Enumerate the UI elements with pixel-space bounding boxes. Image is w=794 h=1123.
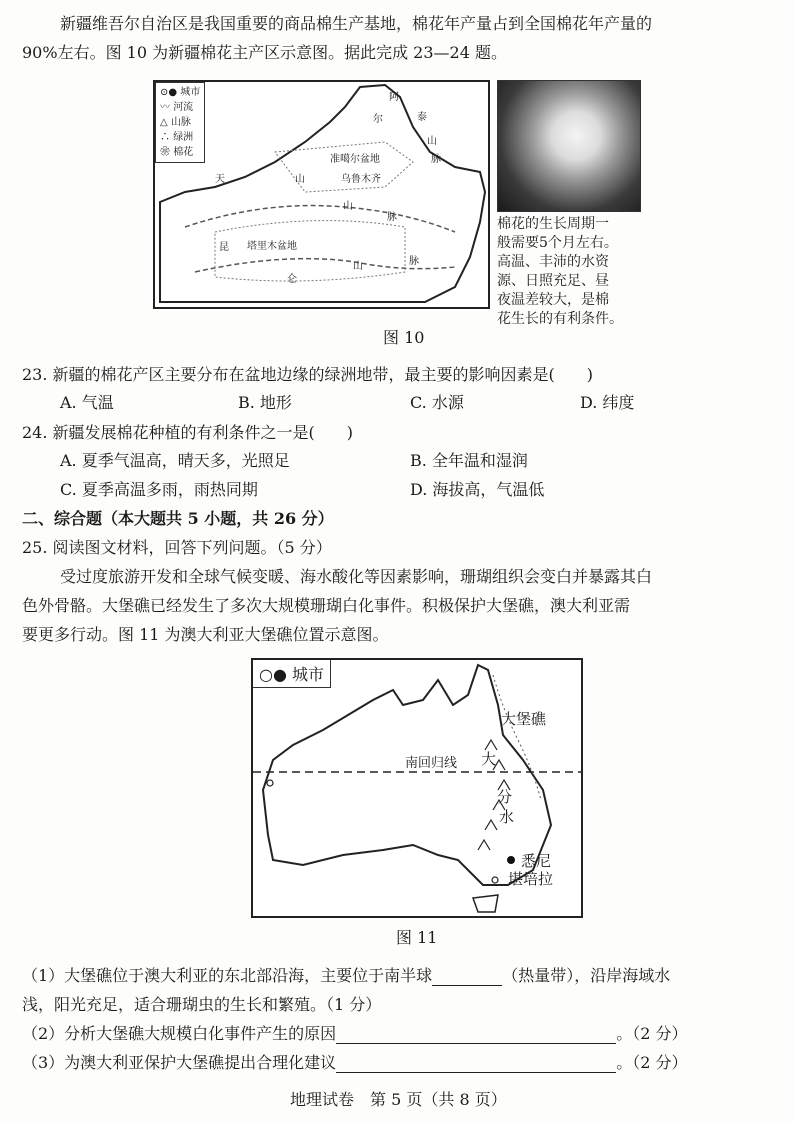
q25-para-line-1: 受过度旅游开发和全球气候变暖、海水酸化等因素影响，珊瑚组织会变白并暴露其白 xyxy=(60,567,653,586)
label-er: 尔 xyxy=(373,114,383,125)
sub-question-2: （2）分析大堡礁大规模白化事件产生的原因 。（2 分） xyxy=(22,1024,688,1043)
label-canberra: 堪培拉 xyxy=(508,870,554,888)
sub-question-1: （1）大堡礁位于澳大利亚的东北部沿海，主要位于南半球 （热量带），沿岸海域水 xyxy=(22,966,671,985)
mountain-icon: △ xyxy=(160,117,171,128)
answer-blank-1[interactable] xyxy=(432,969,502,986)
q24-stem: 24. 新疆发展棉花种植的有利条件之一是( ) xyxy=(22,423,354,442)
label-a: 阿 xyxy=(389,92,399,103)
legend-oasis: ∴ 绿洲 xyxy=(160,132,194,143)
label-kun: 昆 xyxy=(219,242,229,253)
intro-line-1: 新疆维吾尔自治区是我国重要的商品棉生产基地，棉花年产量占到全国棉花年产量的 xyxy=(60,14,653,33)
label-mai-3: 脉 xyxy=(409,256,419,267)
q23-option-b: B. 地形 xyxy=(238,393,292,412)
label-range-da: 大 xyxy=(481,750,497,768)
label-tarim-basin: 塔里木盆地 xyxy=(247,241,297,252)
q25-stem: 25. 阅读图文材料，回答下列问题。（5 分） xyxy=(22,538,332,557)
page-footer: 地理试卷 第 5 页（共 8 页） xyxy=(290,1090,507,1109)
q24-option-b: B. 全年温和湿润 xyxy=(410,451,528,470)
xinjiang-map xyxy=(153,80,490,309)
label-shan-1: 山 xyxy=(427,136,437,147)
q25-para-line-3: 要更多行动。图 11 为澳大利亚大堡礁位置示意图。 xyxy=(22,625,389,644)
label-mai-2: 脉 xyxy=(387,212,397,223)
legend-cotton: ❀ 棉花 xyxy=(160,147,194,158)
label-tian: 天 xyxy=(215,174,225,185)
label-range-fen: 分 xyxy=(497,788,513,806)
river-icon: 〰 xyxy=(160,102,174,113)
answer-blank-2[interactable] xyxy=(336,1027,616,1044)
label-shan-3: 山 xyxy=(343,201,353,212)
legend-river: 〰 河流 xyxy=(160,102,194,113)
oasis-icon: ∴ xyxy=(160,132,174,143)
label-range-shui: 水 xyxy=(499,808,515,826)
label-tai: 泰 xyxy=(417,112,427,123)
answer-blank-3[interactable] xyxy=(336,1056,616,1073)
q24-option-c: C. 夏季高温多雨，雨热同期 xyxy=(60,480,258,499)
figure-11-title: 图 11 xyxy=(396,928,438,947)
legend-mountain: △ 山脉 xyxy=(160,117,191,128)
label-shan-2: 山 xyxy=(295,174,305,185)
label-urumqi: 乌鲁木齐 xyxy=(341,174,381,185)
city-icon: ⊙● xyxy=(160,87,181,98)
label-sydney: 悉尼 xyxy=(521,852,552,870)
city-icon: ○● xyxy=(259,665,293,684)
cotton-photo xyxy=(497,80,641,212)
q24-option-a: A. 夏季气温高，晴天多，光照足 xyxy=(60,451,290,470)
figure-10-title: 图 10 xyxy=(383,328,425,347)
q23-stem: 23. 新疆的棉花产区主要分布在盆地边缘的绿洲地带，最主要的影响因素是( ) xyxy=(22,365,594,384)
cotton-caption: 棉花的生长周期一 般需要5个月左右。 高温、丰沛的水资 源、日照充足、昼 夜温差较大，是棉 花生长的有利条件。 xyxy=(497,216,623,327)
sub-question-1-line-2: 浅，阳光充足，适合珊瑚虫的生长和繁殖。（1 分） xyxy=(22,995,382,1014)
intro-line-2: 90%左右。图 10 为新疆棉花主产区示意图。据此完成 23—24 题。 xyxy=(22,43,507,62)
sub-question-3: （3）为澳大利亚保护大堡礁提出合理化建议 。（2 分） xyxy=(22,1053,688,1072)
q23-option-d: D. 纬度 xyxy=(580,393,635,412)
australia-map xyxy=(251,658,583,918)
cotton-icon: ❀ xyxy=(160,147,174,158)
label-great-barrier-reef: 大堡礁 xyxy=(501,710,547,728)
label-mai-1: 脉 xyxy=(431,154,441,165)
label-shan-4: 山 xyxy=(353,261,363,272)
map-legend-city: ○● 城市 xyxy=(253,660,331,688)
label-lun: 仑 xyxy=(287,274,297,285)
q25-para-line-2: 色外骨骼。大堡礁已经发生了多次大规模珊瑚白化事件。积极保护大堡礁，澳大利亚需 xyxy=(22,596,631,615)
q24-option-d: D. 海拔高，气温低 xyxy=(410,480,545,499)
q23-option-c: C. 水源 xyxy=(410,393,464,412)
label-tropic-of-capricorn: 南回归线 xyxy=(405,756,458,771)
label-junggar-basin: 准噶尔盆地 xyxy=(330,154,380,165)
map-legend xyxy=(155,82,205,163)
section-2-heading: 二、综合题（本大题共 5 小题，共 26 分） xyxy=(22,509,334,528)
q23-option-a: A. 气温 xyxy=(60,393,114,412)
legend-city: ⊙● 城市 xyxy=(160,87,201,98)
